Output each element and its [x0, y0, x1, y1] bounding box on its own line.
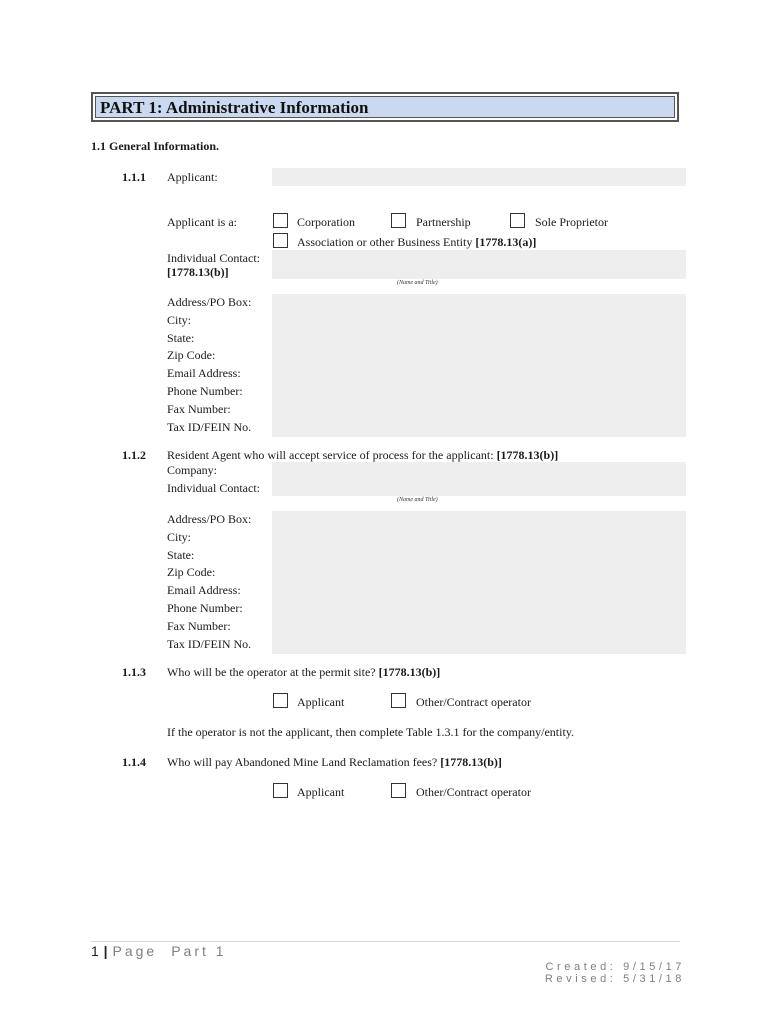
agent-fax-label: Fax Number: — [167, 618, 231, 633]
operator-other-label: Other/Contract operator — [416, 695, 531, 709]
operator-question — [167, 665, 440, 680]
association-ref: [1778.13(a)] — [475, 235, 537, 249]
operator-note: If the operator is not the applicant, then complete Table 1.3.1 for the company/entity. — [167, 725, 575, 739]
name-title-hint: (Name and Title) — [397, 280, 438, 286]
item-number-1-1-2: 1.1.2 — [122, 448, 146, 462]
fees-other-label: Other/Contract operator — [416, 785, 531, 799]
page-number: 1 — [91, 943, 100, 959]
association-label — [297, 235, 536, 250]
agent-zip-label: Zip Code: — [167, 565, 216, 580]
aml-fees-text: Who will pay Abandoned Mine Land Reclamation fees? — [167, 755, 441, 769]
corporation-label: Corporation — [297, 215, 355, 229]
association-checkbox[interactable] — [273, 233, 288, 248]
aml-fees-question — [167, 755, 502, 770]
association-text: Association or other Business Entity — [297, 235, 476, 249]
section-title: 1.1 General Information. — [91, 139, 219, 153]
partnership-label: Partnership — [416, 215, 471, 229]
address-block-field[interactable] — [272, 294, 686, 437]
part-title: PART 1: Administrative Information — [100, 98, 369, 117]
agent-address-block-field[interactable] — [272, 511, 686, 654]
agent-address-label: Address/PO Box: — [167, 512, 252, 526]
resident-agent-ref: [1778.13(b)] — [496, 448, 559, 462]
applicant-is-label: Applicant is a: — [167, 215, 237, 229]
agent-state-label: State: — [167, 547, 195, 562]
individual-contact-field[interactable] — [272, 250, 686, 279]
address-label: Address/PO Box: — [167, 295, 252, 309]
operator-applicant-label: Applicant — [297, 695, 345, 709]
taxid-label: Tax ID/FEIN No. — [167, 419, 252, 434]
item-number-1-1-4: 1.1.4 — [122, 755, 146, 769]
footer-divider — [91, 941, 680, 942]
page-separator: | — [99, 943, 113, 959]
sole-proprietor-checkbox[interactable] — [510, 213, 525, 228]
operator-applicant-checkbox[interactable] — [273, 693, 288, 708]
item-number-1-1-3: 1.1.3 — [122, 665, 146, 679]
agent-address-labels — [167, 512, 267, 654]
address-labels — [167, 295, 267, 437]
applicant-field[interactable] — [272, 168, 686, 186]
individual-contact-label: Individual Contact: — [167, 251, 260, 265]
created-date: Created: 9/15/17 — [545, 961, 685, 973]
zip-label: Zip Code: — [167, 348, 216, 363]
state-label: State: — [167, 330, 195, 345]
operator-question-text: Who will be the operator at the permit site? — [167, 665, 379, 679]
company-label: Company: — [167, 463, 217, 477]
corporation-checkbox[interactable] — [273, 213, 288, 228]
agent-taxid-label: Tax ID/FEIN No. — [167, 636, 252, 651]
agent-company-contact-field[interactable] — [272, 462, 686, 496]
agent-name-title-hint: (Name and Title) — [397, 497, 438, 503]
page-word: Page — [112, 943, 158, 959]
agent-contact-label: Individual Contact: — [167, 481, 260, 495]
part-header — [91, 92, 679, 122]
phone-label: Phone Number: — [167, 383, 243, 398]
agent-phone-label: Phone Number: — [167, 600, 243, 615]
operator-other-checkbox[interactable] — [391, 693, 406, 708]
page-footer — [91, 943, 227, 959]
fees-other-checkbox[interactable] — [391, 783, 406, 798]
operator-question-ref: [1778.13(b)] — [378, 665, 441, 679]
applicant-label: Applicant: — [167, 170, 218, 184]
item-number-1-1-1: 1.1.1 — [122, 170, 146, 184]
fees-applicant-label: Applicant — [297, 785, 345, 799]
individual-contact-ref: [1778.13(b)] — [167, 265, 229, 279]
fees-applicant-checkbox[interactable] — [273, 783, 288, 798]
page-part: Part 1 — [171, 943, 227, 959]
email-label: Email Address: — [167, 366, 241, 381]
agent-city-label: City: — [167, 529, 192, 544]
city-label: City: — [167, 312, 192, 327]
aml-fees-ref: [1778.13(b)] — [440, 755, 502, 769]
revised-date: Revised: 5/31/18 — [544, 973, 685, 985]
sole-proprietor-label: Sole Proprietor — [535, 215, 608, 229]
resident-agent-question — [167, 448, 558, 463]
partnership-checkbox[interactable] — [391, 213, 406, 228]
fax-label: Fax Number: — [167, 401, 231, 416]
agent-email-label: Email Address: — [167, 583, 241, 598]
resident-agent-text: Resident Agent who will accept service of process for the applicant: — [167, 448, 497, 462]
